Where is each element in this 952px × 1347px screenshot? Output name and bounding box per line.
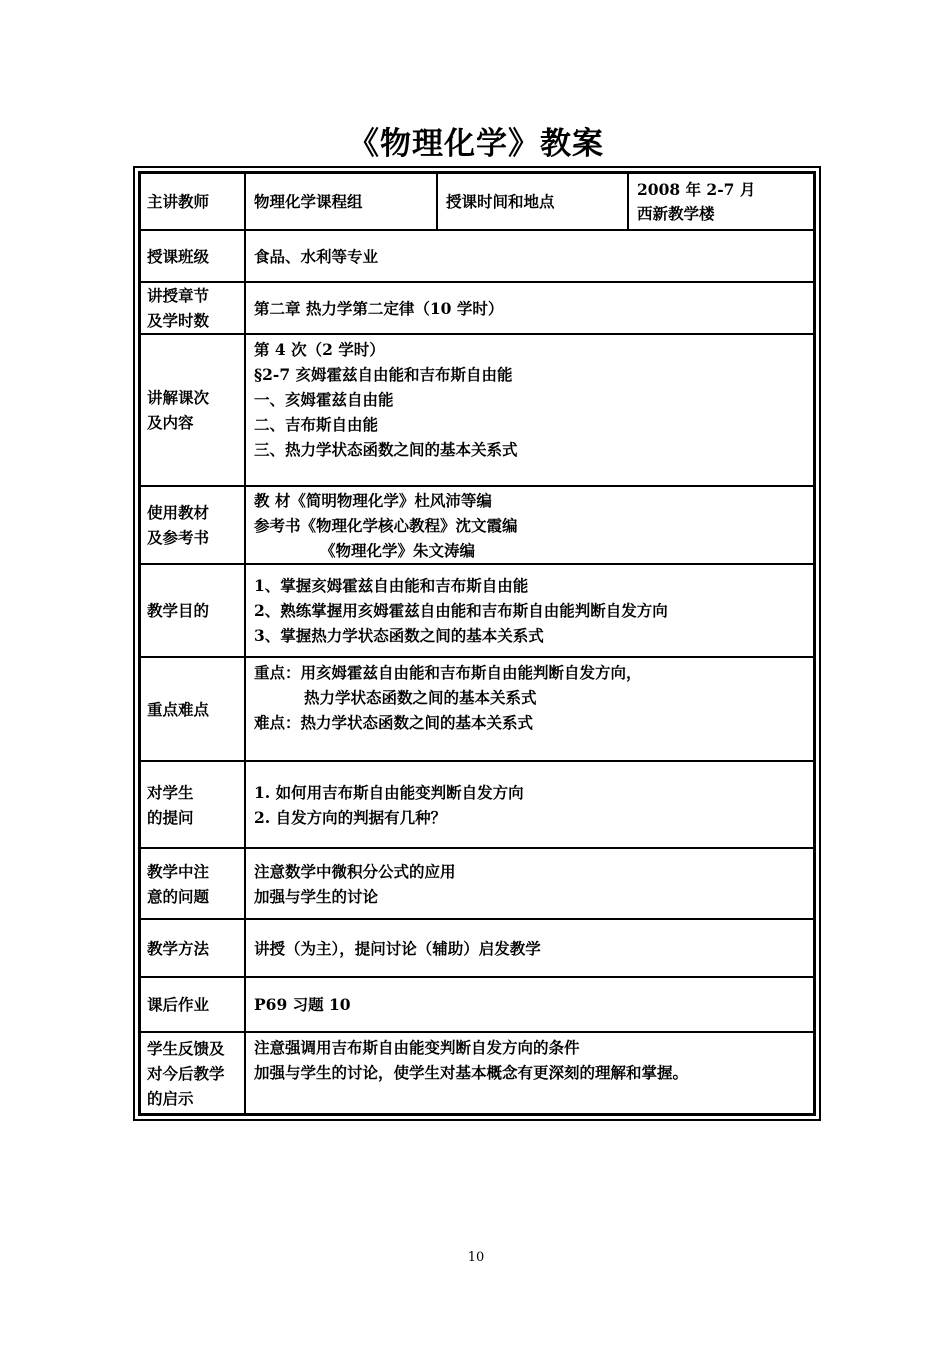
- table-row-method: [141, 920, 813, 978]
- label-teacher: 主讲教师: [141, 174, 246, 229]
- content-line: 二、吉布斯自由能: [254, 415, 379, 434]
- objective-line: 1、掌握亥姆霍兹自由能和吉布斯自由能: [254, 576, 529, 595]
- value-notes: [246, 849, 813, 918]
- label-line: 讲解课次: [147, 388, 210, 407]
- value-chapter: 第二章 热力学第二定律（10 学时）: [254, 298, 504, 318]
- value-content: [246, 335, 813, 485]
- value-method: 讲授（为主），提问讨论（辅助）启发教学: [254, 938, 541, 958]
- table-row-chapter: [141, 283, 813, 335]
- content-line: 第 4 次（2 学时）: [254, 340, 385, 359]
- label-line: 讲授章节: [147, 286, 210, 305]
- place-value: 西新教学楼: [637, 203, 715, 223]
- value-key-points: [246, 658, 813, 760]
- key-point-line: 重点：用亥姆霍兹自由能和吉布斯自由能判断自发方向，: [254, 663, 642, 682]
- table-row-feedback: [141, 1033, 813, 1113]
- label-chapter: [141, 283, 246, 333]
- feedback-line: 注意强调用吉布斯自由能变判断自发方向的条件: [254, 1038, 580, 1057]
- page-number: 10: [467, 1250, 485, 1265]
- value-time-place: [629, 174, 813, 229]
- label-line: 对学生: [147, 782, 194, 802]
- label-objectives: 教学目的: [141, 565, 246, 656]
- label-line: 及内容: [147, 413, 194, 432]
- table-row-key-points: [141, 658, 813, 762]
- textbook-line: 教 材《简明物理化学》杜风沛等编: [254, 490, 492, 510]
- document-title: 《物理化学》教案: [348, 126, 604, 162]
- table-row-questions: [141, 762, 813, 849]
- content-line: 一、亥姆霍兹自由能: [254, 390, 394, 409]
- value-homework: P69 习题 10: [254, 995, 351, 1014]
- label-key-points: 重点难点: [141, 658, 246, 760]
- question-line: 1. 如何用吉布斯自由能变判断自发方向: [254, 782, 524, 802]
- value-class: 食品、水利等专业: [254, 246, 379, 266]
- label-feedback: [141, 1033, 246, 1113]
- textbook-line: 参考书《物理化学核心教程》沈文霞编: [254, 515, 518, 535]
- note-line: 加强与学生的讨论: [254, 886, 379, 906]
- table-row-content: [141, 335, 813, 487]
- time-value: 2008 年 2-7 月: [637, 179, 756, 199]
- label-line: 教学中注: [147, 861, 210, 881]
- label-line: 意的问题: [147, 886, 210, 906]
- label-textbooks: [141, 487, 246, 563]
- objective-line: 2、熟练掌握用亥姆霍兹自由能和吉布斯自由能判断自发方向: [254, 601, 668, 620]
- value-teacher: 物理化学课程组: [246, 174, 438, 229]
- lesson-plan-table: [133, 166, 821, 1121]
- value-questions: [246, 762, 813, 847]
- key-point-line: 难点：热力学状态函数之间的基本关系式: [254, 713, 534, 732]
- value-textbooks: [246, 487, 813, 563]
- table-row-textbooks: [141, 487, 813, 565]
- label-time-place: 授课时间和地点: [438, 174, 629, 229]
- key-point-line: 热力学状态函数之间的基本关系式: [304, 688, 537, 707]
- label-line: 对今后教学: [147, 1063, 225, 1083]
- label-line: 及学时数: [147, 311, 210, 330]
- value-feedback: [246, 1033, 813, 1113]
- label-notes: [141, 849, 246, 918]
- label-line: 使用教材: [147, 503, 210, 522]
- table-row-teacher: [141, 174, 813, 231]
- label-line: 的启示: [147, 1088, 194, 1108]
- label-questions: [141, 762, 246, 847]
- label-method: 教学方法: [141, 920, 246, 976]
- label-class: 授课班级: [141, 231, 246, 281]
- label-content: [141, 335, 246, 485]
- textbook-line: 《物理化学》朱文涛编: [320, 540, 476, 560]
- objective-line: 3、掌握热力学状态函数之间的基本关系式: [254, 626, 544, 645]
- label-line: 的提问: [147, 807, 194, 827]
- table-row-homework: [141, 978, 813, 1033]
- note-line: 注意数学中微积分公式的应用: [254, 861, 456, 881]
- table-row-objectives: [141, 565, 813, 658]
- feedback-line: 加强与学生的讨论，使学生对基本概念有更深刻的理解和掌握。: [254, 1063, 689, 1082]
- content-line: §2-7 亥姆霍兹自由能和吉布斯自由能: [254, 365, 513, 384]
- content-line: 三、热力学状态函数之间的基本关系式: [254, 440, 518, 459]
- table-row-class: [141, 231, 813, 283]
- label-homework: 课后作业: [141, 978, 246, 1031]
- question-line: 2. 自发方向的判据有几种？: [254, 807, 447, 827]
- label-line: 及参考书: [147, 528, 210, 547]
- value-objectives: [246, 565, 813, 656]
- label-line: 学生反馈及: [147, 1038, 225, 1058]
- table-row-notes: [141, 849, 813, 920]
